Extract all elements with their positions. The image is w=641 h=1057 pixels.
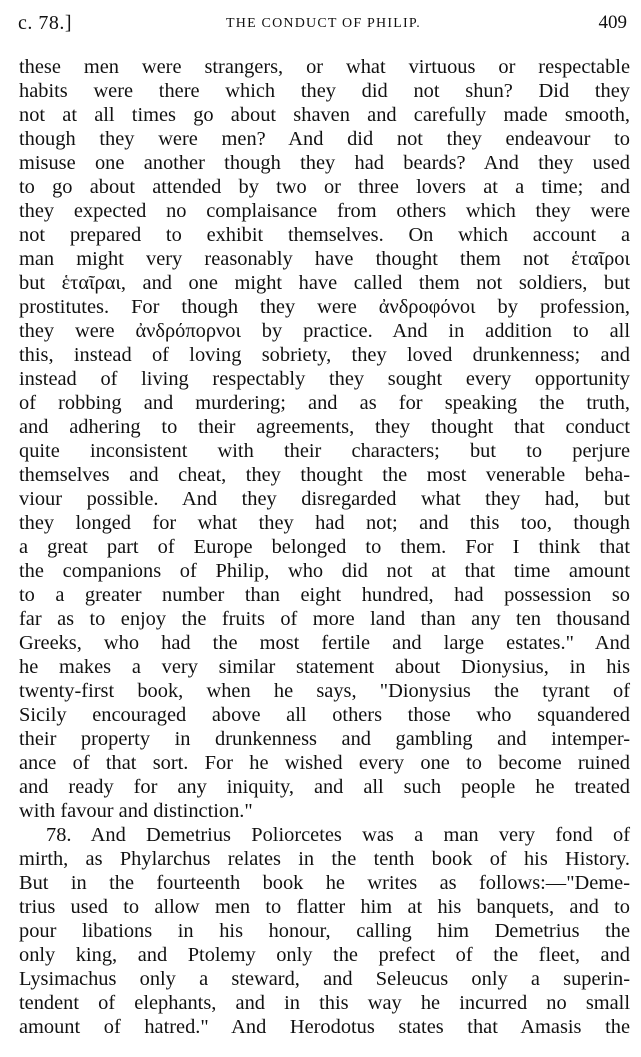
page-number: 409: [598, 12, 627, 33]
text-line: amount of hatred." And Herodotus states that Amasis the: [19, 1016, 630, 1038]
body-text: [19, 55, 630, 1039]
text-line: habits were there which they did not shun? Did they: [19, 80, 630, 102]
text-line: pour libations in his honour, calling him Demetrius the: [19, 920, 630, 942]
text-line: with favour and distinction.": [19, 800, 253, 822]
text-line: they expected no complaisance from others which they were: [19, 200, 630, 222]
text-line: But in the fourteenth book he writes as follows:—"Deme-: [19, 872, 630, 894]
text-line: trius used to allow men to flatter him at his banquets, and to: [19, 896, 630, 918]
section-reference: c. 78.]: [18, 12, 73, 34]
text-line: these men were strangers, or what virtuous or respectable: [19, 56, 630, 78]
text-line: their property in drunkenness and gambling and intemper-: [19, 728, 630, 750]
paragraph-1: [19, 55, 630, 823]
text-line: quite inconsistent with their characters; but to perjure: [19, 440, 630, 462]
text-line: Sicily encouraged above all others those who squandered: [19, 704, 630, 726]
text-line: and ready for any iniquity, and all such people he treated: [19, 776, 630, 798]
text-line: and adhering to their agreements, they thought that conduct: [19, 416, 630, 438]
running-title: THE CONDUCT OF PHILIP.: [226, 16, 421, 31]
text-line: of robbing and murdering; and as for speaking the truth,: [19, 392, 630, 414]
text-line: this, instead of loving sobriety, they loved drunkenness; and: [19, 344, 630, 366]
text-line: a great part of Europe belonged to them. For I think that: [19, 536, 630, 558]
text-line: only king, and Ptolemy only the prefect of the fleet, and: [19, 944, 630, 966]
text-line: instead of living respectably they sought every opportunity: [19, 368, 630, 390]
text-line: not at all times go about shaven and carefully made smooth,: [19, 104, 630, 126]
text-line: they longed for what they had not; and this too, though: [19, 512, 630, 534]
text-line: to go about attended by two or three lovers at a time; and: [19, 176, 630, 198]
text-line: themselves and cheat, they thought the most venerable beha-: [19, 464, 630, 486]
text-line: misuse one another though they had beards? And they used: [19, 152, 630, 174]
text-line: twenty-first book, when he says, "Dionysius the tyrant of: [19, 680, 630, 702]
text-line: the companions of Philip, who did not at that time amount: [19, 560, 630, 582]
text-line: far as to enjoy the fruits of more land than any ten thousand: [19, 608, 630, 630]
text-line: tendent of elephants, and in this way he incurred no small: [19, 992, 630, 1014]
text-line: Lysimachus only a steward, and Seleucus only a superin-: [19, 968, 630, 990]
text-line: man might very reasonably have thought them not ἑταῖροι: [19, 248, 630, 270]
text-line: though they were men? And did not they endeavour to: [19, 128, 630, 150]
text-line: but ἑταῖραι, and one might have called them not soldiers, but: [19, 272, 630, 294]
text-line: they were ἀνδρόπορνοι by practice. And in addition to all: [19, 320, 630, 342]
text-line: he makes a very similar statement about Dionysius, in his: [19, 656, 630, 678]
text-line: viour possible. And they disregarded what they had, but: [19, 488, 630, 510]
paragraph-2: [19, 823, 630, 1039]
text-line: mirth, as Phylarchus relates in the tenth book of his History.: [19, 848, 630, 870]
text-line: not prepared to exhibit themselves. On which account a: [19, 224, 630, 246]
text-line: 78. And Demetrius Poliorcetes was a man very fond of: [46, 824, 630, 846]
text-line: ance of that sort. For he wished every one to become ruined: [19, 752, 630, 774]
text-line: Greeks, who had the most fertile and large estates." And: [19, 632, 630, 654]
text-line: to a greater number than eight hundred, had possession so: [19, 584, 630, 606]
page-header: [18, 12, 629, 34]
text-line: prostitutes. For though they were ἀνδροφόνοι by profession,: [19, 296, 630, 318]
